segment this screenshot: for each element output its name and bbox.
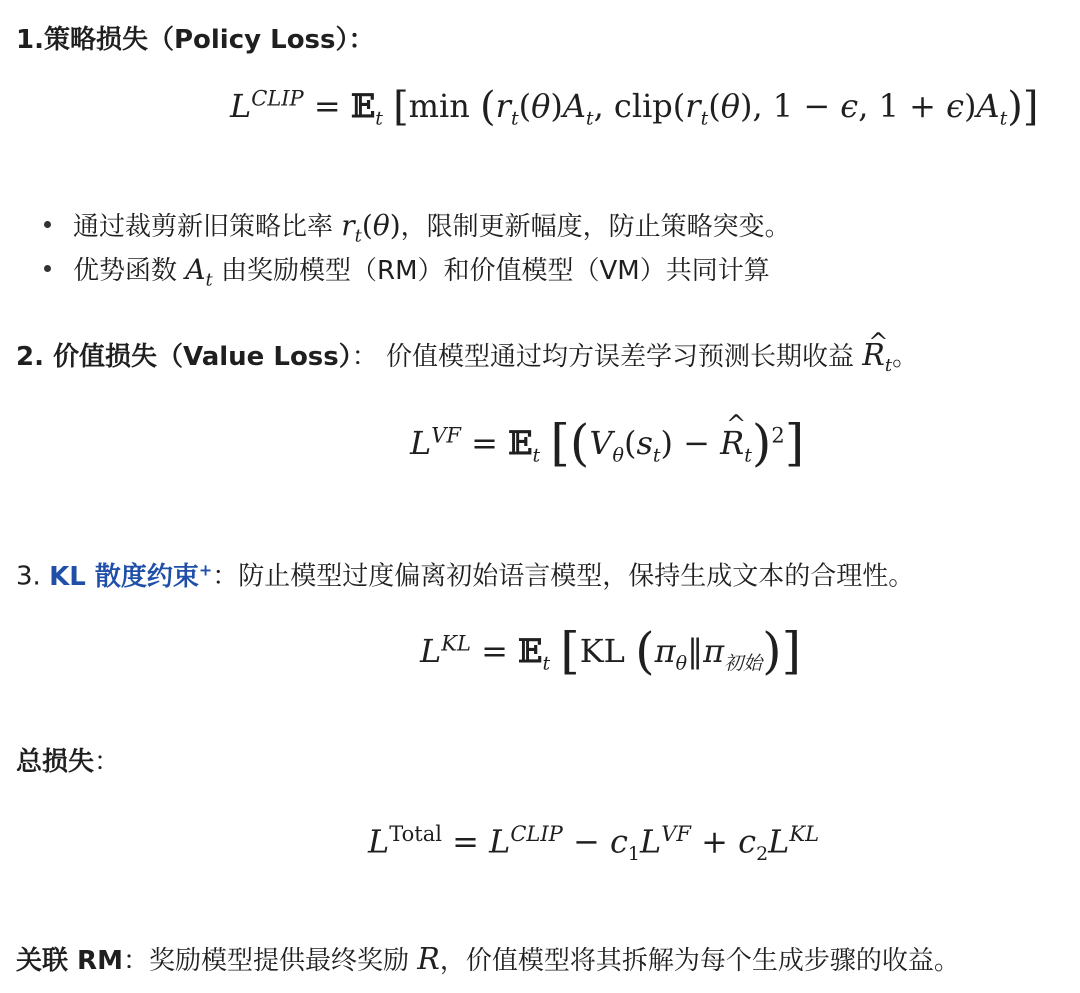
- total-loss-heading: 总损失: [16, 747, 95, 777]
- clip-superscript: CLIP: [251, 86, 304, 111]
- bullet-dot: [44, 221, 51, 228]
- bullet-dot: [44, 265, 51, 272]
- policy-bullet-ratio: 通过裁剪新旧策略比率 $r_t(\theta)$，限制更新幅度，防止策略突变。: [44, 208, 791, 255]
- total-loss-line: 总损失：: [16, 747, 121, 777]
- rm-heading: 关联 RM: [16, 946, 123, 976]
- policy-bullet-advantage: 优势函数 $A_t$ 由奖励模型（RM）和价值模型（VM）共同计算: [44, 252, 770, 299]
- kl-loss-formula: $L^{KL}$ = 𝔼$_t$ [KL $(\pi_\theta‖\pi_{初始})$]: [420, 622, 802, 680]
- clip-loss-formula: $L^{CLIP}$ = 𝔼$_t$ [min ($r_t(\theta)A_t$, $clip(r_t(\theta)$, 1 − ϵ, $1 + \epsilon)A_t$)]: [230, 84, 1039, 130]
- vf-loss-formula: $L^{VF}$ = 𝔼$_t$ [($V_\theta(s_t)$ − ^ $R_t)^2$]: [410, 414, 804, 472]
- value-loss-line: 2. 价值损失（Value Loss）： 价值模型通过均方误差学习预测长期收益 ^ $R_t$。: [16, 338, 918, 384]
- kl-line: 3. KL 散度约束+：防止模型过度偏离初始语言模型，保持生成文本的合理性。: [16, 560, 915, 592]
- total-loss-formula: $L^{Total} = L^{CLIP} - c_1L^{VF} + c_2L^{KL}$: [368, 822, 820, 866]
- kl-divergence-link[interactable]: KL 散度约束+: [49, 560, 213, 592]
- value-loss-heading: 2. 价值损失（Value Loss）: [16, 342, 352, 372]
- policy-loss-heading: 1.策略损失（Policy Loss）：: [16, 25, 375, 55]
- rm-line: 关联 RM：奖励模型提供最终奖励 R，价值模型将其拆解为每个生成步骤的收益。: [16, 942, 960, 977]
